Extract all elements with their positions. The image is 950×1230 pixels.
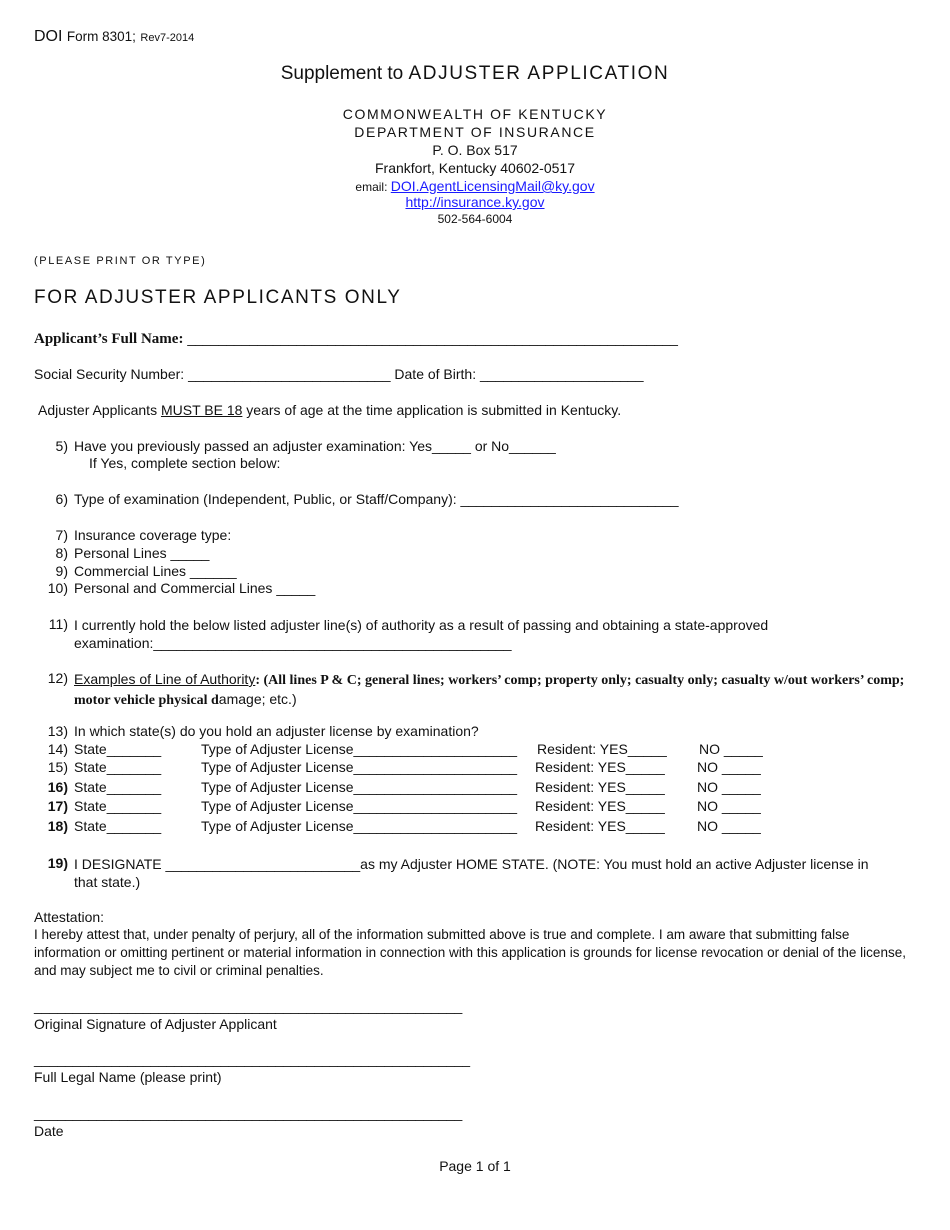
state-row [34,818,761,834]
question-19-number-wrap [34,855,74,871]
date-label: Date [34,1123,64,1139]
ssn-field[interactable]: __________________________ [188,366,391,382]
question-7-text: Insurance coverage type: [74,527,232,543]
question-5-sub: If Yes, complete section below: [89,455,281,471]
state-row-number: 16) [47,779,68,795]
website-line [0,194,950,212]
question-6-number: 6) [55,491,68,507]
question-11-number: 11) [48,616,68,632]
email-link[interactable]: DOI.AgentLicensingMail@ky.gov [390,178,595,194]
ssn-label: Social Security Number: [34,366,185,382]
state-row [34,779,761,795]
question-11-number-wrap [34,616,74,632]
ssn-dob-row [34,366,644,382]
state-row [34,759,761,775]
form-id [34,28,194,46]
attestation-heading: Attestation: [34,909,105,925]
question-9 [34,563,237,579]
question-12-number: 12) [47,670,68,686]
state-field[interactable]: State_______ [74,759,162,775]
full-name-field[interactable]: _______________________________________________________________ [187,330,678,346]
dob-label: Date of Birth: [394,366,477,382]
phone-number: 502-564-6004 [437,212,513,226]
full-legal-name-label: Full Legal Name (please print) [34,1069,222,1085]
resident-no-field[interactable]: NO _____ [697,759,761,775]
signature-label: Original Signature of Adjuster Applicant [34,1016,277,1032]
state-row [34,798,761,814]
print-instructions: (PLEASE PRINT OR TYPE) [34,255,207,267]
question-9-number: 9) [55,563,68,579]
question-12-label: Examples of Line of Authority [74,671,256,687]
state-field[interactable]: State_______ [74,779,162,795]
license-type-field[interactable]: Type of Adjuster License_____________________ [201,759,518,775]
signature-line[interactable]: _______________________________________________________ [34,998,463,1014]
date-line[interactable]: _______________________________________________________ [34,1105,463,1121]
full-name-label: Applicant’s Full Name: [34,331,184,347]
resident-yes-field[interactable]: Resident: YES_____ [537,741,667,757]
state-row-number: 15) [47,759,68,775]
question-6-text[interactable]: Type of examination (Independent, Public, or Staff/Company): ____________________________ [74,491,679,507]
question-12-tail: amage; etc.) [218,691,297,707]
question-19-text[interactable]: I DESIGNATE _________________________as my Adjuster HOME STATE. (NOTE: You must hold an active Adjuster license in that state.) [74,856,869,890]
question-12-examples: : (All lines P & C; general lines; workers’ comp; property only; casualty only; casualty w/out workers’ comp; motor vehicle physical d [74,673,905,708]
question-10-number: 10) [47,580,68,596]
question-11-text[interactable]: I currently hold the below listed adjuster line(s) of authority as a result of passing and obtaining a state-approved examination:______________________________________________ [74,617,769,651]
address-line-1: P. O. Box 517 [432,142,518,158]
form-title-prefix: Supplement to [280,63,404,84]
resident-yes-field[interactable]: Resident: YES_____ [535,798,665,814]
form-title-main: ADJUSTER APPLICATION [408,63,670,84]
age-notice-emphasis: MUST BE 18 [160,402,243,418]
question-19-number: 19) [47,855,68,871]
question-12-text [74,670,914,710]
resident-no-field[interactable]: NO _____ [697,798,761,814]
question-8-text[interactable]: Personal Lines _____ [74,545,210,561]
age-notice-before: Adjuster Applicants [38,402,158,418]
state-row-number: 17) [47,798,68,814]
license-type-field[interactable]: Type of Adjuster License_____________________ [201,779,518,795]
dob-field[interactable]: _____________________ [480,366,644,382]
question-5 [34,438,556,454]
question-7-number: 7) [55,527,68,543]
state-field[interactable]: State_______ [74,741,162,757]
section-title: FOR ADJUSTER APPLICANTS ONLY [34,287,402,308]
license-type-field[interactable]: Type of Adjuster License_____________________ [201,818,518,834]
question-10 [34,580,315,596]
state-row [34,741,763,757]
license-type-field[interactable]: Type of Adjuster License_____________________ [201,798,518,814]
state-row-number: 14) [47,741,68,757]
attestation-body: I hereby attest that, under penalty of perjury, all of the information submitted above is true and complete. I am aware that submitting false information or omitting pertinent or material information in connection with this application is grounds for license revocation or denial of the license, and may subject me to civil or criminal penalties. [34,927,906,978]
org-line-2: DEPARTMENT OF INSURANCE [354,124,596,140]
question-13 [34,723,479,739]
question-7 [34,527,231,543]
address-line-2: Frankfort, Kentucky 40602-0517 [374,160,575,176]
form-revision: Rev7-2014 [140,32,195,44]
question-8 [34,545,209,561]
form-title [0,63,950,85]
question-8-number: 8) [55,545,68,561]
website-link[interactable]: http://insurance.ky.gov [405,194,545,210]
state-field[interactable]: State_______ [74,818,162,834]
resident-no-field[interactable]: NO _____ [697,818,761,834]
question-13-number: 13) [47,723,68,739]
form-id-number: Form 8301; [66,29,136,44]
age-notice-after: years of age at the time application is submitted in Kentucky. [246,402,622,418]
full-legal-name-line[interactable]: ________________________________________________________ [34,1051,471,1067]
resident-yes-field[interactable]: Resident: YES_____ [535,818,665,834]
email-label: email: [355,180,388,194]
resident-yes-field[interactable]: Resident: YES_____ [535,759,665,775]
full-name-row [34,330,678,348]
email-line [0,178,950,194]
age-notice [38,402,621,418]
org-line-1: COMMONWEALTH OF KENTUCKY [342,106,608,122]
question-9-text[interactable]: Commercial Lines ______ [74,563,237,579]
question-13-text: In which state(s) do you hold an adjuster license by examination? [74,723,479,739]
page-number: Page 1 of 1 [439,1158,511,1174]
question-6 [34,491,679,507]
question-10-text[interactable]: Personal and Commercial Lines _____ [74,580,316,596]
question-5-number: 5) [55,438,68,454]
question-5-text[interactable]: Have you previously passed an adjuster examination: Yes_____ or No______ [74,438,556,454]
resident-no-field[interactable]: NO _____ [697,779,761,795]
question-12-number-wrap [34,670,74,686]
form-id-prefix: DOI [34,28,63,45]
resident-no-field[interactable]: NO _____ [699,741,763,757]
state-row-number: 18) [47,818,68,834]
state-field[interactable]: State_______ [74,798,162,814]
resident-yes-field[interactable]: Resident: YES_____ [535,779,665,795]
license-type-field[interactable]: Type of Adjuster License_____________________ [201,741,518,757]
